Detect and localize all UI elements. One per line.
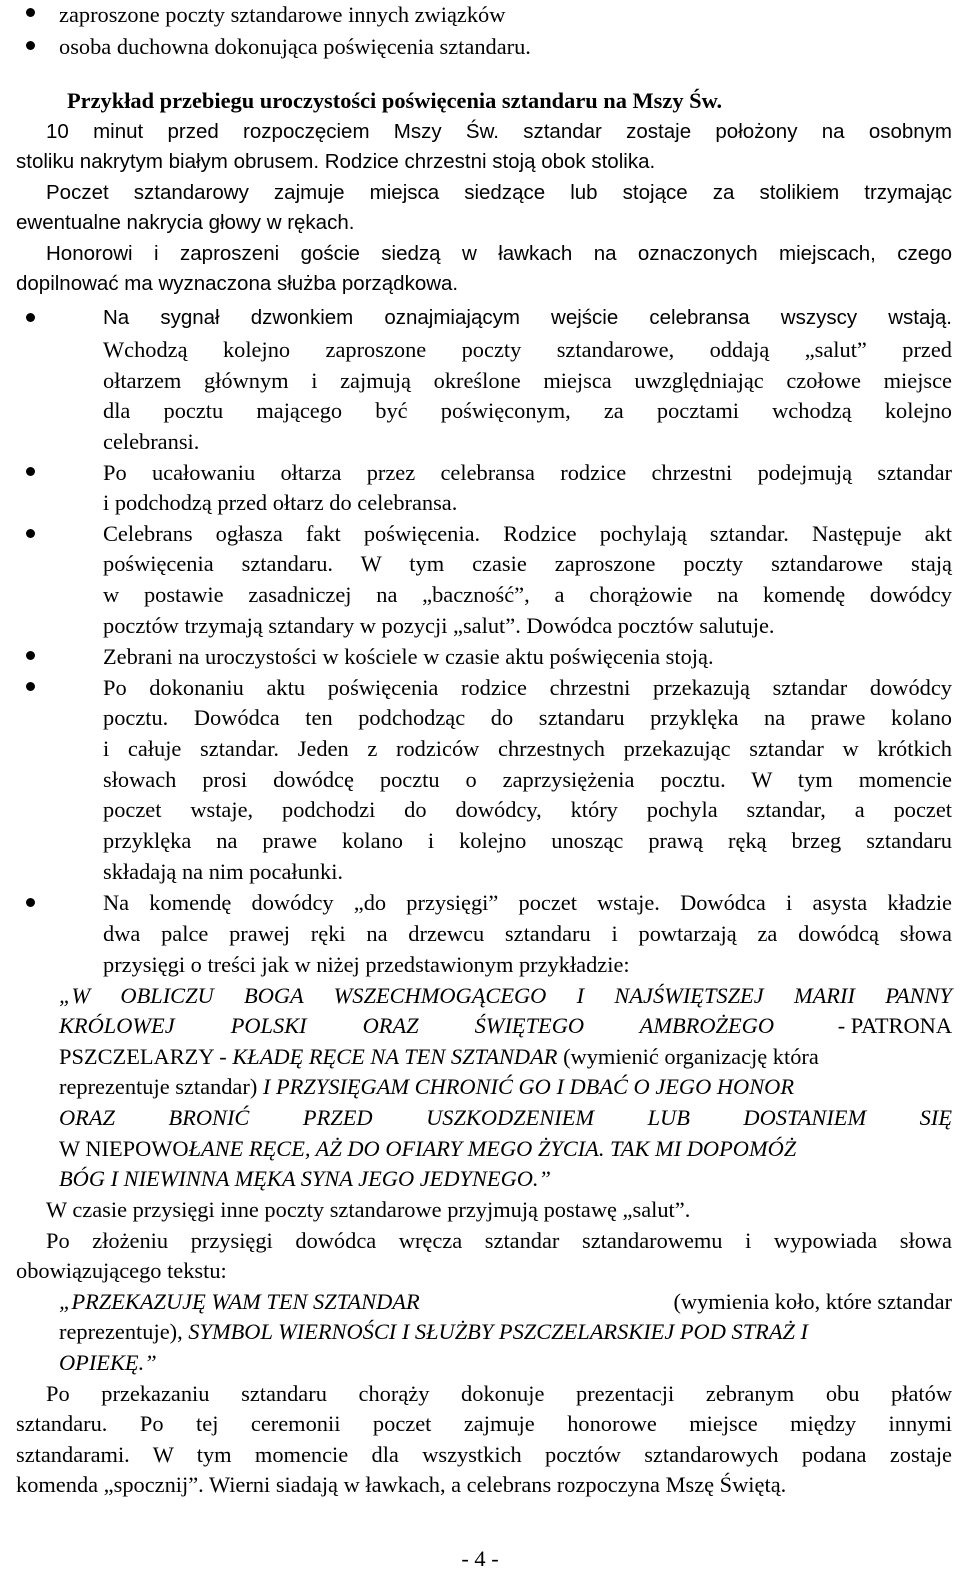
quote-line: OPIEKĘ.”: [59, 1350, 157, 1375]
step-line: dwa palce prawej ręki na drzewcu sztandaru i powtarzają za dowódcą słowa: [103, 921, 952, 946]
bullet-icon: [26, 682, 35, 691]
step-line: przyklęka na prawe kolano i kolejno unosząc prawą ręką brzeg sztandaru: [103, 828, 952, 853]
step-line: i całuje sztandar. Jeden z rodziców chrzestnych przekazując sztandar w krótkich: [103, 736, 952, 761]
paragraph-line: Honorowi i zaproszeni goście siedzą w ławkach na oznaczonych miejscach, czego: [46, 242, 952, 265]
quote-line: [59, 1287, 952, 1318]
oath-text: KRÓLOWEJ POLSKI ORAZ ŚWIĘTEGO AMBROŻEGO: [59, 1013, 774, 1038]
oath-line: ORAZ BRONIĆ PRZED USZKODZENIEM LUB DOSTANIEM SIĘ: [59, 1105, 952, 1130]
oath-line: [59, 1042, 819, 1073]
oath-line: [59, 1134, 796, 1165]
step-line: ołtarzem głównym i zajmują określone miejsca uwzględniając czołowe miejsce: [103, 368, 952, 393]
step-line: Celebrans ogłasza fakt poświęcenia. Rodzice pochylają sztandar. Następuje akt: [103, 521, 952, 546]
step-line: celebransi.: [103, 429, 200, 454]
oath-line: [59, 1072, 794, 1103]
oath-line: [59, 1011, 952, 1042]
paragraph-line: ewentualne nakrycia głowy w rękach.: [16, 211, 355, 234]
step-line: Zebrani na uroczystości w kościele w czasie aktu poświęcenia stoją.: [103, 644, 714, 669]
oath-note: (wymienić organizację która: [563, 1044, 819, 1069]
paragraph-line: Poczet sztandarowy zajmuje miejsca siedzące lub stojące za stolikiem trzymając: [46, 181, 952, 204]
quote-text: „PRZEKAZUJĘ WAM TEN SZTANDAR: [59, 1289, 420, 1314]
bullet-icon: [26, 313, 35, 322]
paragraph-line: sztandaru. Po tej ceremonii poczet zajmuje honorowe miejsce między innymi: [16, 1411, 952, 1436]
step-line: Wchodzą kolejno zaproszone poczty sztandarowe, oddają „salut” przed: [103, 337, 952, 362]
step-line: i podchodzą przed ołtarz do celebransa.: [103, 490, 458, 515]
step-line: Po ucałowaniu ołtarza przez celebransa rodzice chrzestni podejmują sztandar: [103, 460, 952, 485]
section-heading: Przykład przebiegu uroczystości poświęcenia sztandaru na Mszy Św.: [67, 88, 723, 113]
oath-text: PSZCZELARZY -: [59, 1044, 227, 1069]
paragraph-line: obowiązującego tekstu:: [16, 1258, 227, 1283]
step-line: poświęcenia sztandaru. W tym czasie zaproszone poczty sztandarowe stają: [103, 551, 952, 576]
oath-note: reprezentuje sztandar): [59, 1074, 258, 1099]
paragraph-line: komenda „spocznij”. Wierni siadają w ławkach, a celebrans rozpoczyna Mszę Świętą.: [16, 1472, 787, 1497]
oath-text: KŁADĘ RĘCE NA TEN SZTANDAR: [232, 1044, 558, 1069]
bullet-icon: [26, 651, 35, 660]
step-line: Na komendę dowódcy „do przysięgi” poczet wstaje. Dowódca i asysta kładzie: [103, 890, 952, 915]
page-number: - 4 -: [461, 1546, 499, 1571]
oath-text: ŁANE RĘCE, AŻ DO OFIARY MEGO ŻYCIA. TAK MI DOPOMÓŻ: [188, 1136, 797, 1161]
bullet-icon: [26, 8, 35, 17]
step-line: składają na nim pocałunki.: [103, 859, 344, 884]
paragraph-line: Po złożeniu przysięgi dowódca wręcza sztandar sztandarowemu i wypowiada słowa: [46, 1228, 952, 1253]
step-line: Na sygnał dzwonkiem oznajmiającym wejście celebransa wszyscy wstają.: [103, 306, 952, 329]
oath-text: W NIEPOWO: [59, 1136, 189, 1161]
oath-line: BÓG I NIEWINNA MĘKA SYNA JEGO JEDYNEGO.”: [59, 1166, 551, 1191]
bullet-icon: [26, 41, 35, 50]
paragraph-line: Po przekazaniu sztandaru chorąży dokonuje prezentacji zebranym obu płatów: [46, 1381, 952, 1406]
paragraph-line: dopilnować ma wyznaczona służba porządkowa.: [16, 272, 459, 295]
list-item: osoba duchowna dokonująca poświęcenia sztandaru.: [59, 34, 531, 59]
step-line: słowach prosi dowódcę pocztu o zaprzysiężenia pocztu. W tym momencie: [103, 767, 952, 792]
step-line: w postawie zasadniczej na „baczność”, a chorążowie na komendę dowódcy: [103, 582, 952, 607]
quote-line: [59, 1317, 808, 1348]
step-line: pocztów trzymają sztandary w pozycji „salut”. Dowódca pocztów salutuje.: [103, 613, 775, 638]
paragraph-line: sztandarami. W tym momencie dla wszystkich pocztów sztandarowych podana zostaje: [16, 1442, 952, 1467]
oath-patron-text: - PATRONA: [837, 1013, 952, 1038]
step-line: Po dokonaniu aktu poświęcenia rodzice chrzestni przekazują sztandar dowódcy: [103, 675, 952, 700]
quote-note: (wymienia koło, które sztandar: [673, 1289, 952, 1314]
quote-text: SYMBOL WIERNOŚCI I SŁUŻBY PSZCZELARSKIEJ POD STRAŻ I: [188, 1319, 809, 1344]
bullet-icon: [26, 467, 35, 476]
step-line: pocztu. Dowódca ten podchodząc do sztandaru przyklęka na prawe kolano: [103, 705, 952, 730]
paragraph-line: W czasie przysięgi inne poczty sztandarowe przyjmują postawę „salut”.: [46, 1197, 691, 1222]
paragraph-line: stoliku nakrytym białym obrusem. Rodzice chrzestni stoją obok stolika.: [16, 150, 656, 173]
paragraph-line: 10 minut przed rozpoczęciem Mszy Św. sztandar zostaje położony na osobnym: [46, 120, 952, 143]
quote-note: reprezentuje),: [59, 1319, 183, 1344]
list-item: zaproszone poczty sztandarowe innych związków: [59, 2, 506, 27]
step-line: dla pocztu mającego być poświęconym, za pocztami wchodzą kolejno: [103, 398, 952, 423]
oath-line: „W OBLICZU BOGA WSZECHMOGĄCEGO I NAJŚWIĘTSZEJ MARII PANNY: [59, 983, 952, 1008]
oath-text: I PRZYSIĘGAM CHRONIĆ GO I DBAĆ O JEGO HONOR: [262, 1074, 794, 1099]
bullet-icon: [26, 898, 35, 907]
step-line: poczet wstaje, podchodzi do dowódcy, który pochyla sztandar, a poczet: [103, 797, 952, 822]
bullet-icon: [26, 529, 35, 538]
step-line: przysięgi o treści jak w niżej przedstawionym przykładzie:: [103, 952, 630, 977]
